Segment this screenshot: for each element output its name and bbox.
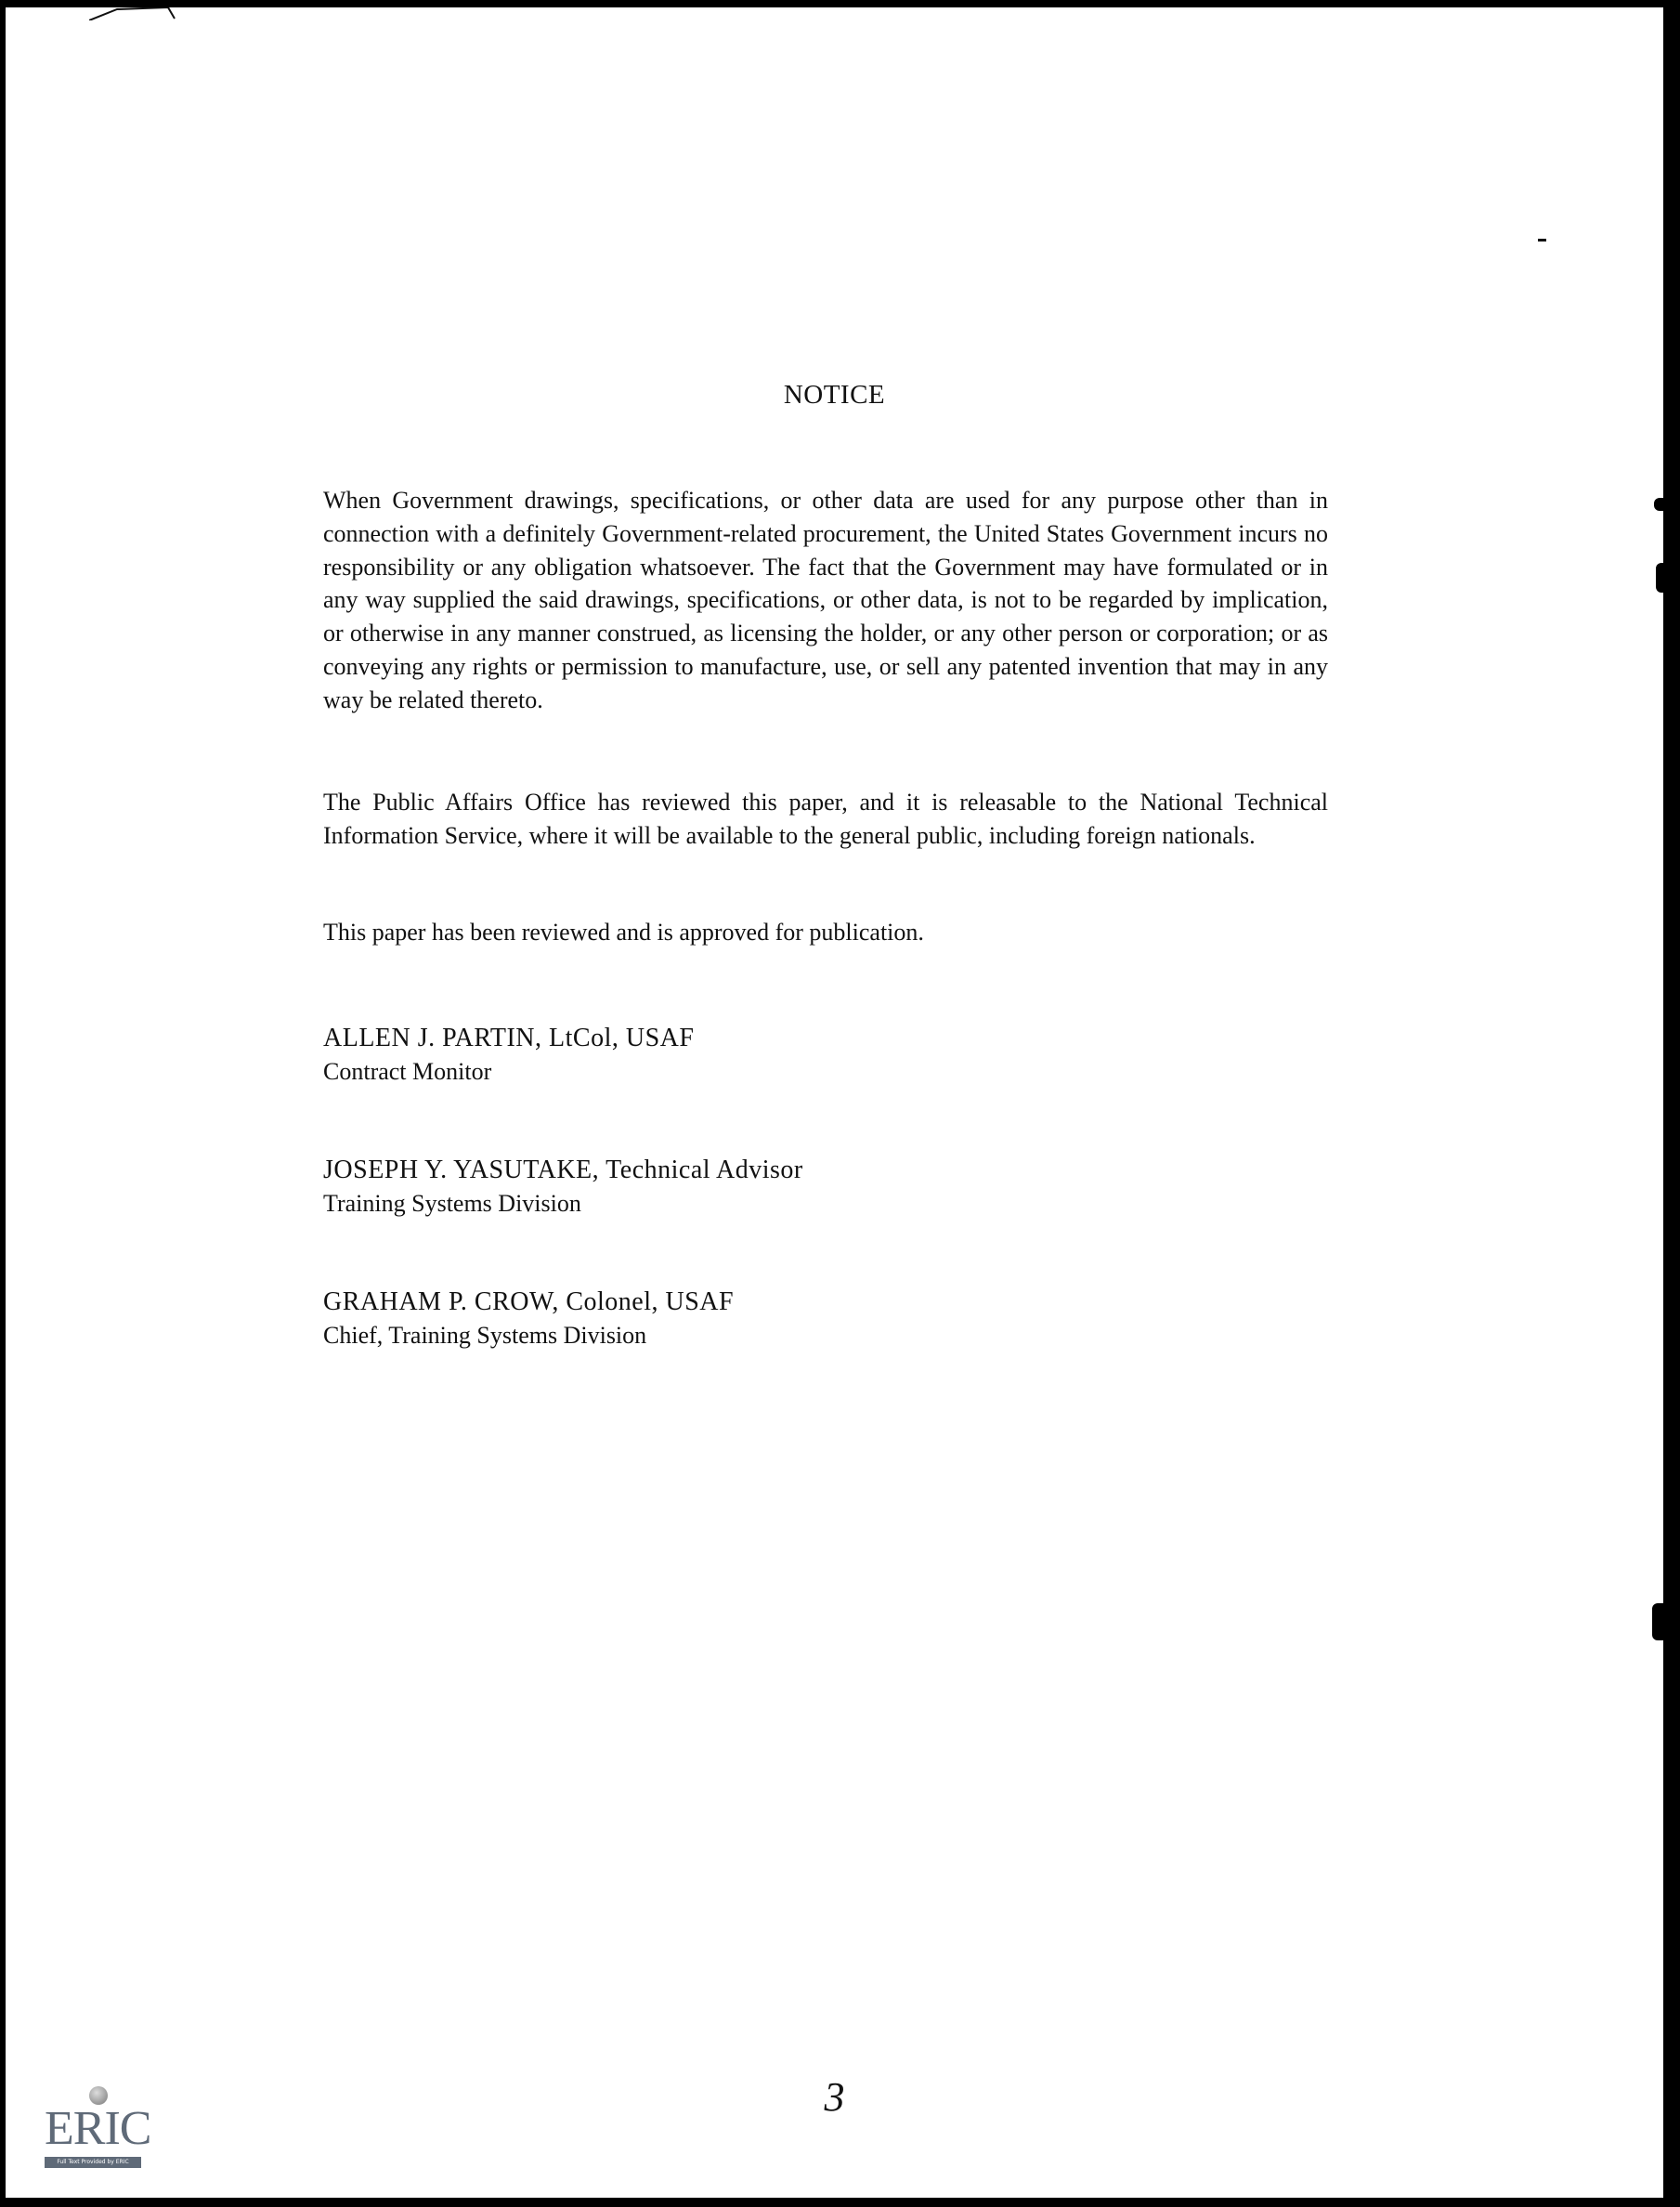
signatory-name: GRAHAM P. CROW, Colonel, USAF — [323, 1287, 735, 1316]
notice-paragraph-approval: This paper has been reviewed and is approved for publication. — [323, 919, 924, 946]
notice-paragraph-disclaimer: When Government drawings, specifications, or other data are used for any purpose other than in connection with a definitely Government-related procurement, the United States Government incurs no responsibility or any obligation whatsoever. The fact that the Government may have formulated or in any way supplied the said drawings, specifications, or other data, is not to be regarded by implication, or otherwise in any manner construed, as licensing the holder, or any other person or corporation; or as conveying any rights or permission to manufacture, use, or sell any patented invention that may in any way be related thereto. — [323, 487, 1328, 713]
signatory-block — [323, 1022, 1252, 1089]
signatory-block — [323, 1154, 1252, 1221]
eric-wordmark: ERIC — [45, 2102, 151, 2155]
signatory-title: Contract Monitor — [323, 1058, 492, 1085]
scan-edge-dash — [1538, 239, 1546, 242]
signatory-title: Training Systems Division — [323, 1190, 581, 1217]
document-page — [6, 7, 1663, 2198]
scan-corner-mark — [89, 7, 177, 20]
eric-tagline: Full Text Provided by ERIC — [45, 2157, 141, 2168]
signatory-title: Chief, Training Systems Division — [323, 1322, 647, 1349]
notice-title: NOTICE — [783, 380, 886, 410]
scan-edge-mark — [1652, 1603, 1663, 1640]
notice-paragraph-release: The Public Affairs Office has reviewed this paper, and it is releasable to the National Technical Information Service, where it will be available to the general public, including foreign nationals. — [323, 789, 1328, 849]
signatory-name: ALLEN J. PARTIN, LtCol, USAF — [323, 1024, 695, 1052]
eric-logo — [45, 2084, 151, 2177]
scan-edge-mark — [1656, 563, 1663, 593]
page-number: 3 — [824, 2074, 845, 2120]
scan-edge-mark — [1654, 498, 1663, 511]
signatory-name: JOSEPH Y. YASUTAKE, Technical Advisor — [323, 1156, 803, 1184]
signatory-block — [323, 1286, 1252, 1352]
